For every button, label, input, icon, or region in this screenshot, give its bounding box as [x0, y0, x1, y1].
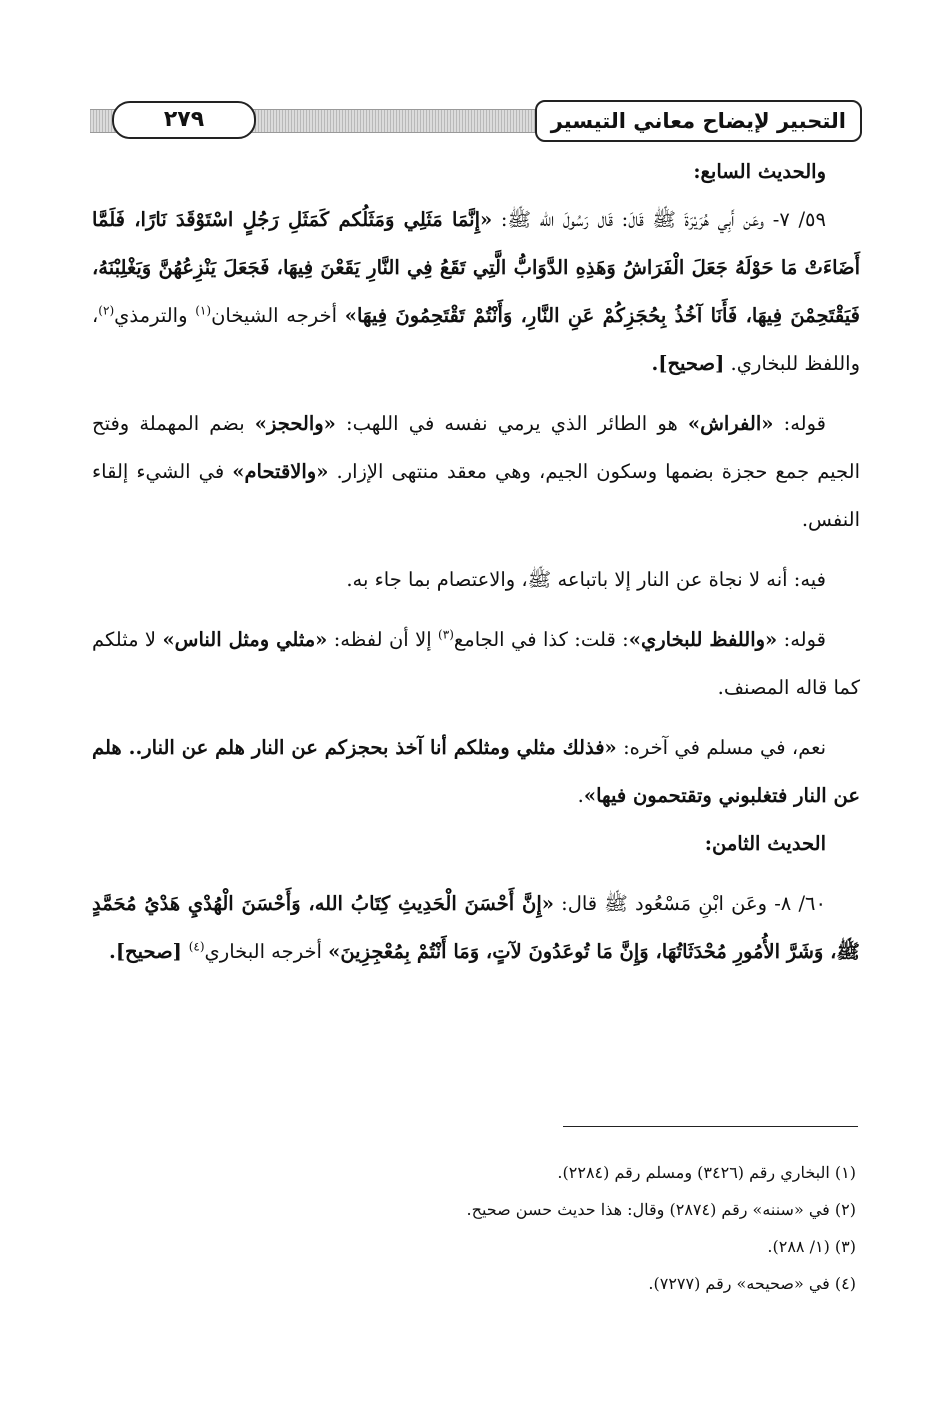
p1-term-firash: «الفراش»	[687, 412, 774, 435]
hadith-60-source: أخرجه البخاري	[204, 940, 329, 963]
page-body	[92, 148, 860, 976]
hadith-heading-7: والحديث السابع:	[693, 160, 826, 183]
commentary-paragraph-2: فيه: أنه لا نجاة عن النار إلا باتباعه ﷺ، والاعتصام بما جاء به.	[346, 568, 826, 591]
hadith-59	[92, 196, 860, 388]
p4-text-a: نعم، في مسلم في آخره:	[616, 736, 827, 759]
page-header	[90, 100, 862, 146]
commentary-paragraph-3	[92, 616, 860, 712]
footnotes	[92, 1160, 862, 1308]
hadith-59-source-c: ، واللفظ للبخاري.	[92, 304, 860, 375]
footnote-ref-1: (١)	[195, 303, 212, 318]
p3-quote: «مثلي ومثل الناس»	[162, 628, 328, 651]
page-number: ٢٧٩	[112, 101, 256, 139]
hadith-60-text: «إِنَّ أَحْسَنَ الْحَدِيثِ كِتَابُ الله، وَأَحْسَنَ الْهُدْيِ هَدْيُ مُحَمَّدٍ ﷺ، وَشَرَّ الأُمُورِ مُحْدَثَاتُهَا، وَإِنَّ مَا تُوعَدُونَ لآتٍ، وَمَا أَنْتُمْ بِمُعْجِزِينَ»	[92, 892, 860, 963]
p1-term-hujz: «والحجز»	[254, 412, 336, 435]
p1-term-iqtiham: «والاقتحام»	[232, 460, 329, 483]
p3-text-a: قوله:	[777, 628, 826, 651]
p1-text-e: بضم المهملة وفتح الجيم جمع حجزة بضمها وسكون الجيم، وهي معقد منتهى الإزار.	[92, 412, 861, 483]
hadith-59-intro: ٥٩/ ٧- وعَن أَبِي هُرَيْرَةَ ﷺ قَالَ: قَال رَسُولَ الله ﷺ:	[492, 208, 826, 231]
footnote-ref-2: (٢)	[98, 303, 115, 318]
hadith-59-source-b: والترمذي	[114, 304, 196, 327]
hadith-60-grade: [صحيح].	[109, 940, 189, 963]
footnote-1: (١) البخاري رقم (٣٤٢٦) ومسلم رقم (٢٢٨٤).	[557, 1163, 856, 1182]
footnote-separator	[563, 1126, 858, 1127]
footnote-4: (٤) في «صحيحه» رقم (٧٢٧٧).	[648, 1274, 856, 1293]
hadith-60	[92, 880, 860, 976]
p3-text-f: لا مثلكم كما قاله المصنف.	[92, 628, 860, 699]
footnote-ref-4: (٤)	[188, 939, 205, 954]
p3-term: «واللفظ للبخاري»	[628, 628, 778, 651]
hadith-60-intro: ٦٠/ ٨- وعَن ابْنِ مَسْعُود ﷺ قال:	[553, 892, 826, 915]
hadith-59-source-a: أخرجه الشيخان	[211, 304, 345, 327]
p1-text-c: هو الطائر الذي يرمي نفسه في اللهب:	[335, 412, 688, 435]
hadith-59-text: «إِنَّمَا مَثَلِي وَمَثَلُكم كَمَثَلِ رَجُلٍ اسْتَوْقَدَ نَارًا، فَلَمَّا أَضَاءَتْ مَا حَوْلَهُ جَعَلَ الْفَرَاشُ وَهَذِهِ الدَّوَابُّ الَّتِي تَقَعُ فِي النَّارِ يَقَعْنَ فِيهَا، فَجَعَلَ يَنْزِعُهُنَّ وَيَغْلِبْنَهُ، فَيَقْتَحِمْنَ فِيهَا، فَأَنَا آخُذُ بِحُجَزِكُمْ عَنِ النَّارِ، وَأَنْتُمْ تَقْتَحِمُونَ فِيهَا»	[92, 208, 860, 327]
footnote-3: (٣) (١/ ٢٨٨).	[767, 1237, 856, 1256]
commentary-paragraph-4	[92, 724, 860, 820]
hadith-59-grade: [صحيح].	[651, 352, 725, 375]
p4-text-c: .	[577, 784, 584, 807]
p3-text-d: إلا أن لفظه:	[327, 628, 439, 651]
commentary-paragraph-1	[92, 400, 860, 544]
p3-text-c: : قلت: كذا في الجامع	[453, 628, 629, 651]
book-title: التحبير لإيضاح معاني التيسير	[535, 100, 862, 142]
p4-quote: «فذلك مثلي ومثلكم أنا آخذ بحجزكم عن النار هلم عن النار.. هلم عن النار فتغلبوني وتقتحمون فيها»	[92, 736, 860, 807]
hadith-heading-8: الحديث الثامن:	[704, 832, 826, 855]
footnote-ref-3: (٣)	[438, 627, 454, 642]
p1-text-a: قوله:	[773, 412, 826, 435]
footnote-2: (٢) في «سننه» رقم (٢٨٧٤) وقال: هذا حديث حسن صحيح.	[466, 1200, 856, 1219]
p1-text-g: في الشيء إلقاء النفس.	[92, 460, 860, 531]
